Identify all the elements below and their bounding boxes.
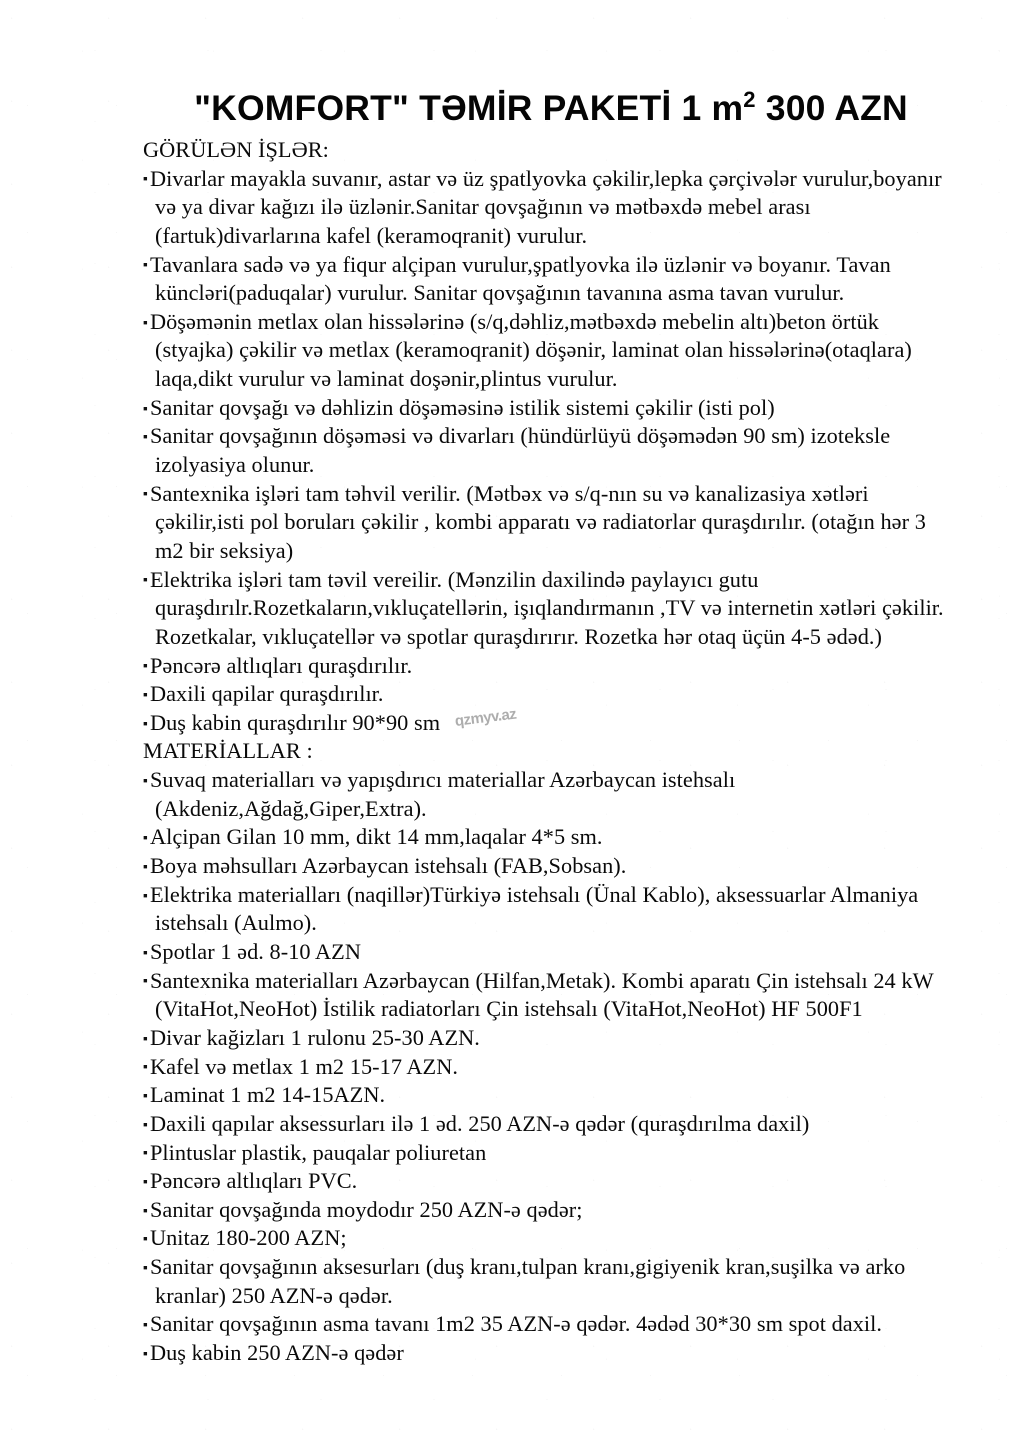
list-item (143, 967, 953, 1024)
list-item (143, 422, 953, 479)
list-item-text: Daxili qapilar quraşdırılır. (149, 681, 384, 707)
list-item-text: Unitaz 180-200 AZN; (149, 1225, 347, 1251)
list-item (143, 1310, 953, 1339)
square-bullet-icon: ▪ (143, 429, 148, 445)
list-item-text: Tavanlara sadə və ya fiqur alçipan vurulur,şpatlyovka ilə üzlənir və boyanır. Tavan küncləri(paduqalar) vurulur. Sanitar qovşağının tavanına asma tavan vurulur. (149, 251, 891, 306)
square-bullet-icon: ▪ (143, 772, 148, 788)
list-item-text: Sanitar qovşağının asma tavanı 1m2 35 AZN-ə qədər. 4ədəd 30*30 sm spot daxil. (149, 1311, 883, 1337)
section-heading-materials: MATERİALLAR : (143, 738, 313, 764)
list-item (143, 766, 953, 823)
square-bullet-icon: ▪ (143, 715, 148, 731)
list-item-text: Alçipan Gilan 10 mm, dikt 14 mm,laqalar 4*5 sm. (149, 824, 603, 850)
list-item (143, 680, 953, 709)
works-list (143, 165, 953, 738)
scan-watermark: qzmyv.az (453, 705, 518, 730)
list-item (143, 1167, 953, 1196)
list-item-text: Elektrika materialları (naqillər)Türkiyə istehsalı (Ünal Kablo), aksessuarlar Almaniya istehsalı (Aulmo). (149, 881, 919, 936)
square-bullet-icon: ▪ (143, 1173, 148, 1189)
list-item-text: Döşəmənin metlax olan hissələrinə (s/q,dəhliz,mətbəxdə mebelin altı)beton örtük (styajka) çəkilir və metlax (keramoqranit) döşənir, laminat olan hissələrinə(otaqlara) laqa,dikt vurulur və laminat doşənir,plintus vurulur. (149, 308, 912, 392)
square-bullet-icon: ▪ (143, 858, 148, 874)
list-item-text: Plintuslar plastik, pauqalar poliuretan (149, 1139, 487, 1165)
square-bullet-icon: ▪ (143, 658, 148, 674)
square-bullet-icon: ▪ (143, 686, 148, 702)
square-bullet-icon: ▪ (143, 171, 148, 187)
list-item (143, 652, 953, 681)
square-bullet-icon: ▪ (143, 830, 148, 846)
square-bullet-icon: ▪ (143, 887, 148, 903)
list-item-text: Pəncərə altlıqları PVC. (149, 1168, 358, 1194)
square-bullet-icon: ▪ (143, 973, 148, 989)
square-bullet-icon: ▪ (143, 1030, 148, 1046)
list-item (143, 709, 953, 738)
list-item-text: Sanitar qovşağında moydodır 250 AZN-ə qədər; (149, 1196, 583, 1222)
section-gorulen-isler (143, 136, 953, 738)
list-item (143, 308, 953, 394)
list-item-text: Divarlar mayakla suvanır, astar və üz şpatlyovka çəkilir,lepka çərçivələr vurulur,boyanır və ya divar kağızı ilə üzlənir.Sanitar qovşağının və mətbəxdə mebel arası (fartuk)divarlarına kafel (keramoqranit) vurulur. (149, 165, 942, 248)
list-item-text: Santexnika işləri tam təhvil verilir. (Mətbəx və s/q-nın su və kanalizasiya xətləri çəkilir,isti pol boruları çəkilir , kombi apparatı və radiatorlar quraşdırılır. (otağın hər 3 m2 bir seksiya) (149, 480, 926, 563)
list-item (143, 1196, 953, 1225)
square-bullet-icon: ▪ (143, 1202, 148, 1218)
square-bullet-icon: ▪ (143, 314, 148, 330)
square-bullet-icon: ▪ (143, 1088, 148, 1104)
list-item (143, 1139, 953, 1168)
list-item-text: Suvaq materialları və yapışdırıcı materiallar Azərbaycan istehsalı (Akdeniz,Ağdağ,Giper,Extra). (149, 767, 736, 821)
section-materiallar (143, 737, 953, 1367)
square-bullet-icon: ▪ (143, 400, 148, 416)
list-item-text: Sanitar qovşağının aksesurları (duş kranı,tulpan kranı,gigiyenik kran,suşilka və arko kranlar) 250 AZN-ə qədər. (149, 1254, 906, 1308)
list-item-text: Santexnika materialları Azərbaycan (Hilfan,Metak). Kombi aparatı Çin istehsalı 24 kW (VitaHot,NeoHot) İstilik radiatorları Çin istehsalı (VitaHot,NeoHot) HF 500F1 (149, 967, 934, 1022)
square-bullet-icon: ▪ (143, 1059, 148, 1075)
square-bullet-icon: ▪ (143, 486, 148, 502)
page-title (143, 88, 953, 130)
list-item (143, 1081, 953, 1110)
square-bullet-icon: ▪ (143, 1317, 148, 1333)
document-body (143, 88, 953, 1368)
list-item-text: Laminat 1 m2 14-15AZN. (149, 1082, 386, 1108)
section-heading-works: GÖRÜLƏN İŞLƏR: (143, 136, 329, 162)
list-item (143, 823, 953, 852)
list-item (143, 251, 953, 308)
list-item-text: Spotlar 1 əd. 8-10 AZN (149, 939, 361, 965)
page-title-superscript: 2 (743, 87, 756, 113)
list-item (143, 394, 953, 423)
square-bullet-icon: ▪ (143, 944, 148, 960)
list-item (143, 566, 953, 652)
list-item (143, 852, 953, 881)
materials-list (143, 766, 953, 1367)
list-item (143, 1339, 953, 1368)
list-item (143, 1253, 953, 1310)
square-bullet-icon: ▪ (143, 1116, 148, 1132)
list-item (143, 1110, 953, 1139)
list-item-text: Daxili qapılar aksessurları ilə 1 əd. 250 AZN-ə qədər (quraşdırılma daxil) (149, 1110, 810, 1136)
list-item (143, 1224, 953, 1253)
square-bullet-icon: ▪ (143, 1259, 148, 1275)
list-item-text: Duş kabin quraşdırılır 90*90 sm (149, 709, 441, 735)
square-bullet-icon: ▪ (143, 1145, 148, 1161)
list-item (143, 1053, 953, 1082)
list-item-text: Sanitar qovşağı və dəhlizin döşəməsinə istilik sistemi çəkilir (isti pol) (149, 394, 775, 420)
list-item (143, 1024, 953, 1053)
list-item (143, 480, 953, 566)
list-item-text: Divar kağizları 1 rulonu 25-30 AZN. (149, 1024, 480, 1050)
square-bullet-icon: ▪ (143, 257, 148, 273)
square-bullet-icon: ▪ (143, 1231, 148, 1247)
square-bullet-icon: ▪ (143, 1345, 148, 1361)
list-item (143, 938, 953, 967)
list-item (143, 881, 953, 938)
list-item-text: Elektrika işləri tam təvil vereilir. (Mənzilin daxilində paylayıcı gutu quraşdırılr.Rozetkaların,vıkluçatellərin, işıqlandırmanın ,TV və internetin xətləri çəkilir. Rozetkalar, vıkluçatellər və spotlar quraşdırırır. Rozetka hər otaq üçün 4-5 ədəd.) (149, 566, 944, 649)
page-title-suffix: 300 AZN (755, 88, 908, 128)
list-item-text: Pəncərə altlıqları quraşdırılır. (149, 652, 413, 678)
page-title-main: "KOMFORT" TƏMİR PAKETİ 1 m (194, 88, 744, 128)
list-item-text: Kafel və metlax 1 m2 15-17 AZN. (149, 1053, 459, 1079)
square-bullet-icon: ▪ (143, 572, 148, 588)
list-item-text: Duş kabin 250 AZN-ə qədər (149, 1340, 404, 1365)
list-item-text: Boya məhsulları Azərbaycan istehsalı (FAB,Sobsan). (149, 853, 627, 879)
list-item (143, 165, 953, 251)
list-item-text: Sanitar qovşağının döşəməsi və divarları (hündürlüyü döşəmədən 90 sm) izoteksle izolyasiya olunur. (149, 423, 891, 478)
